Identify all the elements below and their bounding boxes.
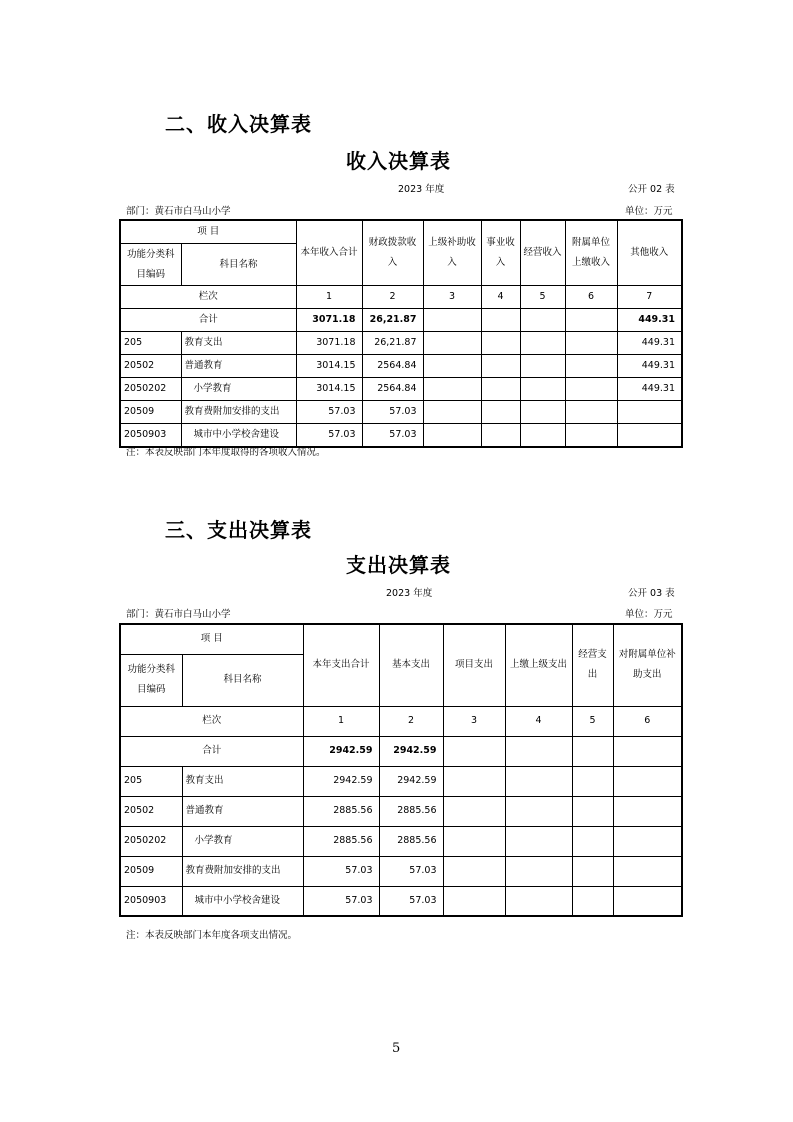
row-value: [520, 424, 565, 448]
income-index-cell: 3: [423, 286, 481, 309]
table-row: [120, 796, 682, 826]
expense-total-cell: [505, 736, 572, 766]
expense-total-cell: 2942.59: [379, 736, 443, 766]
row-value: [423, 378, 481, 401]
expense-col-header: 经营支出: [572, 624, 613, 706]
income-form-no: 公开 02 表: [628, 184, 675, 195]
row-code: 205: [120, 766, 182, 796]
row-value: [505, 856, 572, 886]
row-value: 57.03: [379, 856, 443, 886]
expense-unit: 单位：万元: [625, 609, 673, 620]
expense-total-row: [120, 736, 682, 766]
row-value: [613, 856, 682, 886]
expense-col-header: 项目支出: [443, 624, 505, 706]
income-col-header: 本年收入合计: [296, 220, 362, 286]
expense-index-label: 栏次: [120, 706, 303, 736]
row-value: [423, 424, 481, 448]
row-name: 教育费附加安排的支出: [181, 401, 296, 424]
row-value: 57.03: [303, 856, 379, 886]
row-value: 57.03: [296, 401, 362, 424]
income-total-row: [120, 309, 682, 332]
income-index-cell: 7: [617, 286, 682, 309]
expense-col-header: 基本支出: [379, 624, 443, 706]
income-table: [119, 219, 683, 448]
row-value: [613, 796, 682, 826]
income-department: 部门：黄石市白马山小学: [126, 206, 231, 217]
row-value: [572, 886, 613, 916]
row-value: [481, 355, 520, 378]
row-code: 20509: [120, 401, 181, 424]
row-value: [565, 355, 617, 378]
expense-total-cell: [572, 736, 613, 766]
row-value: 57.03: [379, 886, 443, 916]
row-value: [520, 401, 565, 424]
expense-form-no: 公开 03 表: [628, 588, 675, 599]
table-row: [120, 332, 682, 355]
row-name: 小学教育: [181, 378, 296, 401]
income-total-cell: 26,21.87: [362, 309, 423, 332]
row-code: 20502: [120, 796, 182, 826]
row-value: [613, 826, 682, 856]
income-index-cell: 6: [565, 286, 617, 309]
table-row: [120, 401, 682, 424]
expense-col-header: 对附属单位补助支出: [613, 624, 682, 706]
row-value: 26,21.87: [362, 332, 423, 355]
row-code: 2050903: [120, 424, 181, 448]
expense-index-cell: 1: [303, 706, 379, 736]
income-header-code: 功能分类科目编码: [120, 244, 181, 286]
income-year: 2023 年度: [398, 184, 445, 195]
income-total-cell: 449.31: [617, 309, 682, 332]
row-value: [423, 355, 481, 378]
row-value: [572, 796, 613, 826]
expense-year: 2023 年度: [386, 588, 433, 599]
table-row: [120, 378, 682, 401]
row-value: [481, 401, 520, 424]
row-code: 20509: [120, 856, 182, 886]
income-total-label: 合计: [120, 309, 296, 332]
income-index-cell: 4: [481, 286, 520, 309]
row-value: [572, 766, 613, 796]
row-value: 2942.59: [379, 766, 443, 796]
income-col-header: 上级补助收入: [423, 220, 481, 286]
row-name: 教育支出: [181, 332, 296, 355]
row-value: 2885.56: [379, 826, 443, 856]
row-value: [481, 424, 520, 448]
income-total-cell: [565, 309, 617, 332]
row-value: 57.03: [296, 424, 362, 448]
income-col-header: 事业收入: [481, 220, 520, 286]
row-value: [520, 332, 565, 355]
row-value: [443, 886, 505, 916]
income-header-item: 项 目: [120, 220, 296, 244]
expense-header-code: 功能分类科目编码: [120, 654, 182, 706]
income-index-row: [120, 286, 682, 309]
row-value: [617, 401, 682, 424]
expense-col-header: 本年支出合计: [303, 624, 379, 706]
expense-table: [119, 623, 683, 917]
row-value: [565, 332, 617, 355]
row-value: [481, 378, 520, 401]
table-row: [120, 826, 682, 856]
income-total-cell: [520, 309, 565, 332]
row-name: 城市中小学校舍建设: [181, 424, 296, 448]
expense-note: 注：本表反映部门本年度各项支出情况。: [126, 930, 298, 941]
income-col-header: 附属单位上缴收入: [565, 220, 617, 286]
row-value: [505, 766, 572, 796]
row-name: 教育费附加安排的支出: [182, 856, 303, 886]
row-value: [443, 826, 505, 856]
expense-col-header: 上缴上级支出: [505, 624, 572, 706]
income-unit: 单位：万元: [625, 206, 673, 217]
row-code: 20502: [120, 355, 181, 378]
expense-total-label: 合计: [120, 736, 303, 766]
row-value: 3071.18: [296, 332, 362, 355]
expense-total-cell: [613, 736, 682, 766]
expense-table-title: 支出决算表: [346, 553, 451, 577]
row-value: [565, 424, 617, 448]
expense-department: 部门：黄石市白马山小学: [126, 609, 231, 620]
row-value: 3014.15: [296, 355, 362, 378]
row-value: [572, 856, 613, 886]
row-value: [443, 766, 505, 796]
income-header-name: 科目名称: [181, 244, 296, 286]
expense-header-item: 项 目: [120, 624, 303, 654]
income-total-cell: [423, 309, 481, 332]
row-value: 449.31: [617, 332, 682, 355]
row-value: [505, 796, 572, 826]
row-value: [520, 378, 565, 401]
row-name: 普通教育: [182, 796, 303, 826]
income-col-header: 财政拨款收入: [362, 220, 423, 286]
expense-header-name: 科目名称: [182, 654, 303, 706]
row-name: 普通教育: [181, 355, 296, 378]
row-value: 3014.15: [296, 378, 362, 401]
row-value: 57.03: [303, 886, 379, 916]
row-name: 教育支出: [182, 766, 303, 796]
row-value: [613, 766, 682, 796]
expense-index-row: [120, 706, 682, 736]
expense-index-cell: 3: [443, 706, 505, 736]
table-row: [120, 856, 682, 886]
row-value: [520, 355, 565, 378]
row-value: 2885.56: [303, 796, 379, 826]
row-value: [505, 826, 572, 856]
row-value: 449.31: [617, 378, 682, 401]
income-section-title: 二、收入决算表: [165, 112, 312, 136]
row-value: 2564.84: [362, 355, 423, 378]
row-value: 57.03: [362, 424, 423, 448]
row-code: 2050903: [120, 886, 182, 916]
income-index-cell: 5: [520, 286, 565, 309]
income-total-cell: [481, 309, 520, 332]
row-code: 2050202: [120, 378, 181, 401]
row-value: [613, 886, 682, 916]
table-row: [120, 886, 682, 916]
expense-section-title: 三、支出决算表: [165, 518, 312, 542]
row-code: 205: [120, 332, 181, 355]
income-note: 注：本表反映部门本年度取得的各项收入情况。: [126, 447, 326, 458]
row-name: 城市中小学校舍建设: [182, 886, 303, 916]
row-value: [443, 796, 505, 826]
income-index-cell: 1: [296, 286, 362, 309]
income-col-header: 其他收入: [617, 220, 682, 286]
row-value: [481, 332, 520, 355]
row-value: [572, 826, 613, 856]
expense-total-cell: [443, 736, 505, 766]
row-value: [565, 401, 617, 424]
expense-index-cell: 2: [379, 706, 443, 736]
row-name: 小学教育: [182, 826, 303, 856]
row-value: [565, 378, 617, 401]
row-value: 57.03: [362, 401, 423, 424]
row-value: [617, 424, 682, 448]
row-value: 449.31: [617, 355, 682, 378]
expense-total-cell: 2942.59: [303, 736, 379, 766]
row-value: 2564.84: [362, 378, 423, 401]
row-value: 2942.59: [303, 766, 379, 796]
page-number: 5: [392, 1041, 401, 1056]
row-value: [423, 401, 481, 424]
row-code: 2050202: [120, 826, 182, 856]
row-value: [505, 886, 572, 916]
income-index-label: 栏次: [120, 286, 296, 309]
income-total-cell: 3071.18: [296, 309, 362, 332]
row-value: 2885.56: [303, 826, 379, 856]
income-table-title: 收入决算表: [346, 149, 451, 173]
row-value: [443, 856, 505, 886]
expense-index-cell: 6: [613, 706, 682, 736]
income-col-header: 经营收入: [520, 220, 565, 286]
table-row: [120, 766, 682, 796]
table-row: [120, 355, 682, 378]
expense-index-cell: 4: [505, 706, 572, 736]
expense-index-cell: 5: [572, 706, 613, 736]
row-value: [423, 332, 481, 355]
income-index-cell: 2: [362, 286, 423, 309]
row-value: 2885.56: [379, 796, 443, 826]
